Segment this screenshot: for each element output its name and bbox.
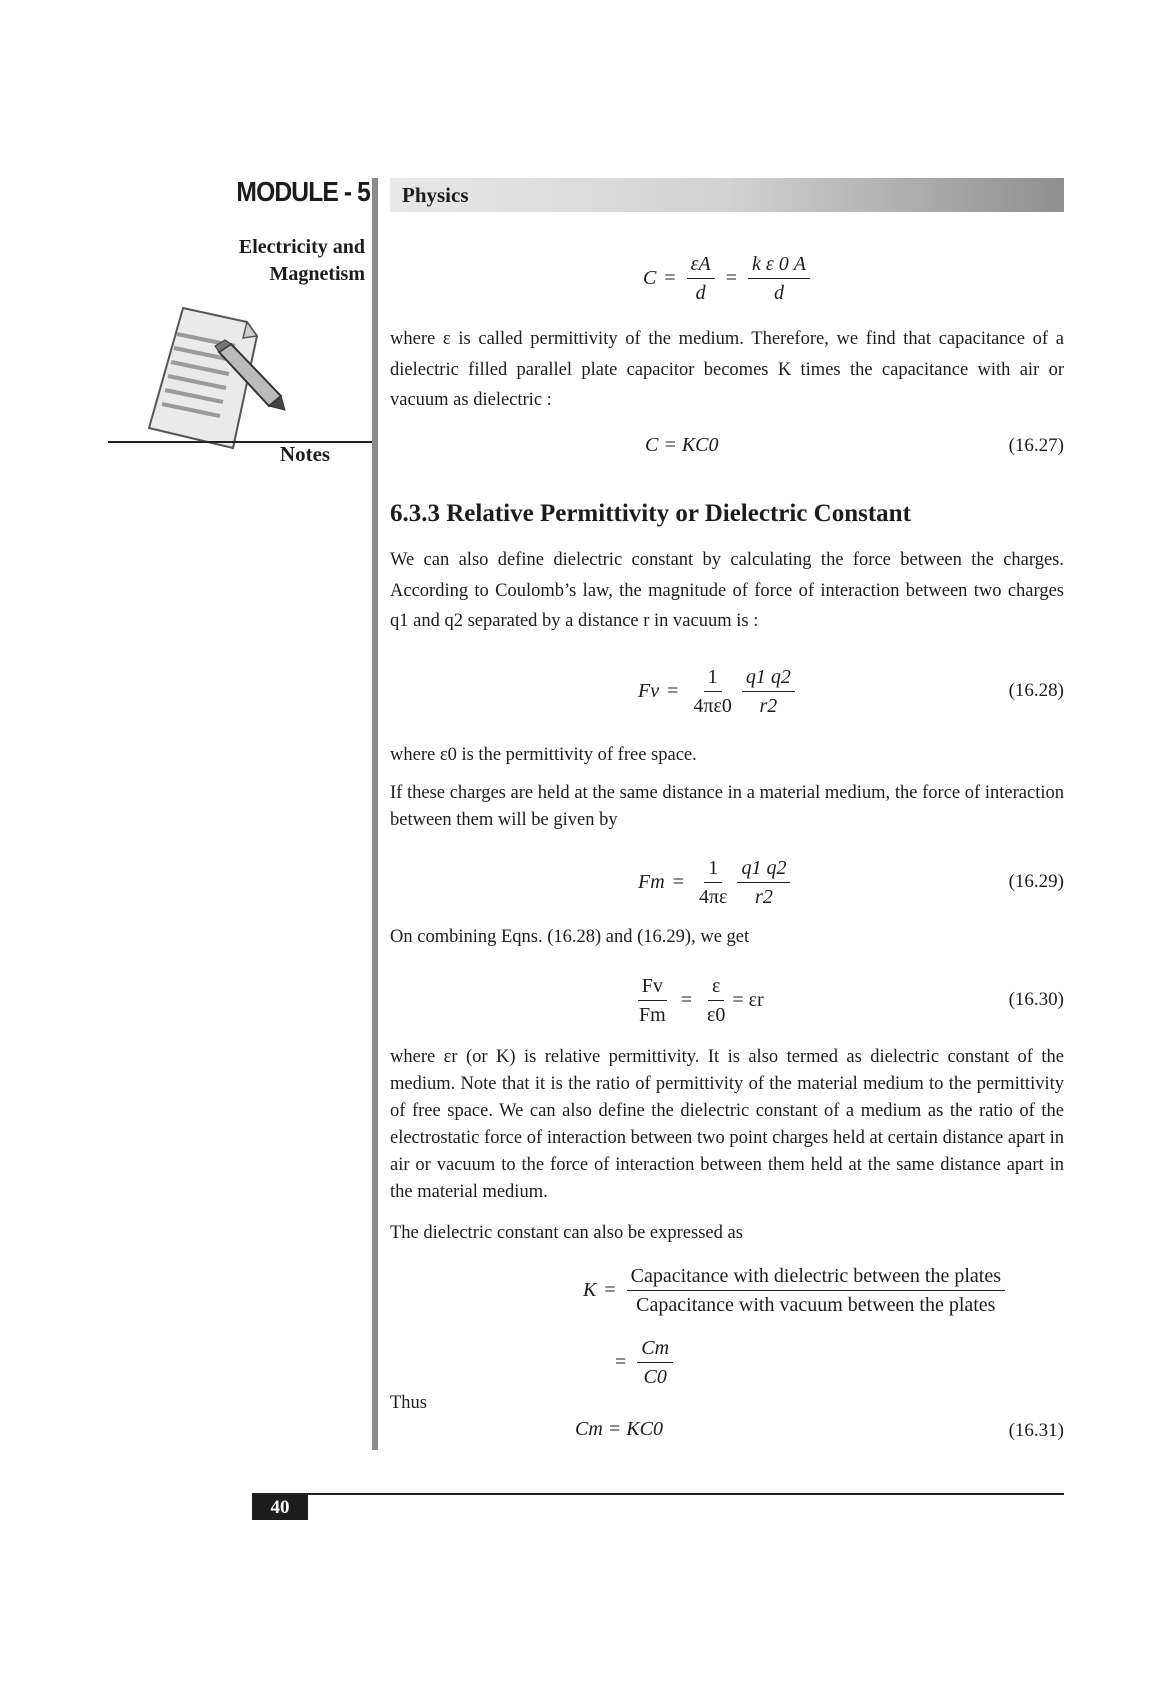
equation-dielectric-constant bbox=[583, 1264, 1008, 1317]
section-heading: 6.3.3 Relative Permittivity or Dielectric Constant bbox=[390, 500, 911, 527]
thus-label: Thus bbox=[390, 1393, 427, 1413]
denominator: Capacitance with vacuum between the plates bbox=[636, 1294, 996, 1316]
eq-sign: = bbox=[604, 1279, 616, 1301]
numerator: 1 bbox=[704, 665, 722, 692]
equation-number: (16.27) bbox=[1008, 435, 1064, 456]
paragraph-4: If these charges are held at the same distance in a material medium, the force of interaction between them will be given by bbox=[390, 783, 1064, 830]
paragraph-3: where ε0 is the permittivity of free space. bbox=[390, 745, 697, 765]
equation-number: (16.29) bbox=[1008, 871, 1064, 892]
module-subject-line1: Electricity and bbox=[238, 236, 365, 258]
header-bar bbox=[390, 178, 1064, 212]
eq-lhs: C bbox=[643, 267, 657, 289]
denominator: d bbox=[695, 282, 706, 304]
fraction bbox=[689, 665, 736, 718]
eq-sign: = bbox=[667, 680, 679, 702]
denominator: r2 bbox=[759, 695, 778, 717]
fraction bbox=[748, 252, 810, 305]
numerator: q1 q2 bbox=[737, 856, 790, 883]
numerator: 1 bbox=[704, 856, 722, 883]
equation-16-28 bbox=[638, 665, 798, 718]
module-subject bbox=[200, 234, 365, 288]
paragraph-7: The dielectric constant can also be expressed as bbox=[390, 1223, 743, 1243]
fraction bbox=[637, 1336, 673, 1389]
fraction bbox=[737, 856, 790, 909]
fraction bbox=[742, 665, 795, 718]
numerator: Cm bbox=[637, 1336, 673, 1363]
numerator: Fv bbox=[638, 974, 667, 1001]
numerator: ε bbox=[708, 974, 724, 1001]
eq-lhs: Fv bbox=[638, 680, 660, 702]
eq-lhs: K bbox=[583, 1279, 597, 1301]
eq-sign: = bbox=[725, 267, 738, 289]
denominator: ε0 bbox=[706, 1004, 726, 1026]
numerator: εA bbox=[687, 252, 715, 279]
numerator: k ε 0 A bbox=[748, 252, 810, 279]
header-title: Physics bbox=[402, 183, 469, 207]
denominator: 4πε0 bbox=[693, 695, 732, 717]
module-subject-line2: Magnetism bbox=[269, 263, 365, 285]
paragraph-6: where εr (or K) is relative permittivity. It is also termed as dielectric constant of the medium. Note that it is the ratio of permittivity of the material medium to the permittivity of free space. We can also define the dielectric constant of a medium as the ratio of the electrostatic force of interaction between two point charges held at certain distance apart in air or vacuum to the force of interaction between them held at the same distance apart in the material medium. bbox=[390, 1047, 1064, 1202]
equation-16-29 bbox=[638, 856, 793, 909]
equation-16-27: C = KC0 bbox=[645, 434, 719, 456]
equation-number: (16.28) bbox=[1008, 680, 1064, 701]
numerator: Capacitance with dielectric between the plates bbox=[627, 1264, 1005, 1291]
paragraph-5: On combining Eqns. (16.28) and (16.29), we get bbox=[390, 927, 750, 947]
eq-sign: = bbox=[615, 1351, 627, 1373]
fraction bbox=[627, 1264, 1005, 1317]
notes-pencil-icon bbox=[135, 300, 295, 450]
paragraph-2: We can also define dielectric constant by calculating the force between the charges. According to Coulomb’s law, the magnitude of force of interaction between two charges q1 and q2 separated by a distance r in vacuum is : bbox=[390, 550, 1064, 631]
denominator: Fm bbox=[639, 1004, 666, 1026]
eq-sign: = bbox=[672, 871, 684, 893]
denominator: 4πε bbox=[698, 886, 728, 908]
footer-rule bbox=[252, 1493, 1064, 1495]
equation-capacitance bbox=[643, 252, 813, 305]
module-title: MODULE - 5 bbox=[236, 176, 370, 207]
eq-sign: = bbox=[664, 267, 676, 289]
equation-16-31: Cm = KC0 bbox=[575, 1418, 663, 1440]
notes-label: Notes bbox=[279, 442, 331, 466]
fraction bbox=[703, 974, 729, 1027]
fraction bbox=[695, 856, 732, 909]
eq-rhs: = εr bbox=[732, 989, 764, 1011]
fraction bbox=[687, 252, 715, 305]
eq-lhs: Fm bbox=[638, 871, 665, 893]
equation-capacitance-ratio bbox=[607, 1336, 676, 1389]
equation-16-30 bbox=[632, 974, 764, 1027]
equation-number: (16.31) bbox=[1008, 1420, 1064, 1441]
denominator: C0 bbox=[643, 1366, 667, 1388]
denominator: d bbox=[774, 282, 784, 304]
denominator: r2 bbox=[755, 886, 773, 908]
margin-rule bbox=[372, 178, 378, 1450]
page-number: 40 bbox=[252, 1495, 308, 1520]
equation-number: (16.30) bbox=[1008, 989, 1064, 1010]
fraction bbox=[635, 974, 670, 1027]
eq-sign: = bbox=[680, 989, 692, 1011]
paragraph-1: where ε is called permittivity of the medium. Therefore, we find that capacitance of a dielectric filled parallel plate capacitor becomes K times the capacitance with air or vacuum as dielectric : bbox=[390, 329, 1064, 410]
numerator: q1 q2 bbox=[742, 665, 795, 692]
